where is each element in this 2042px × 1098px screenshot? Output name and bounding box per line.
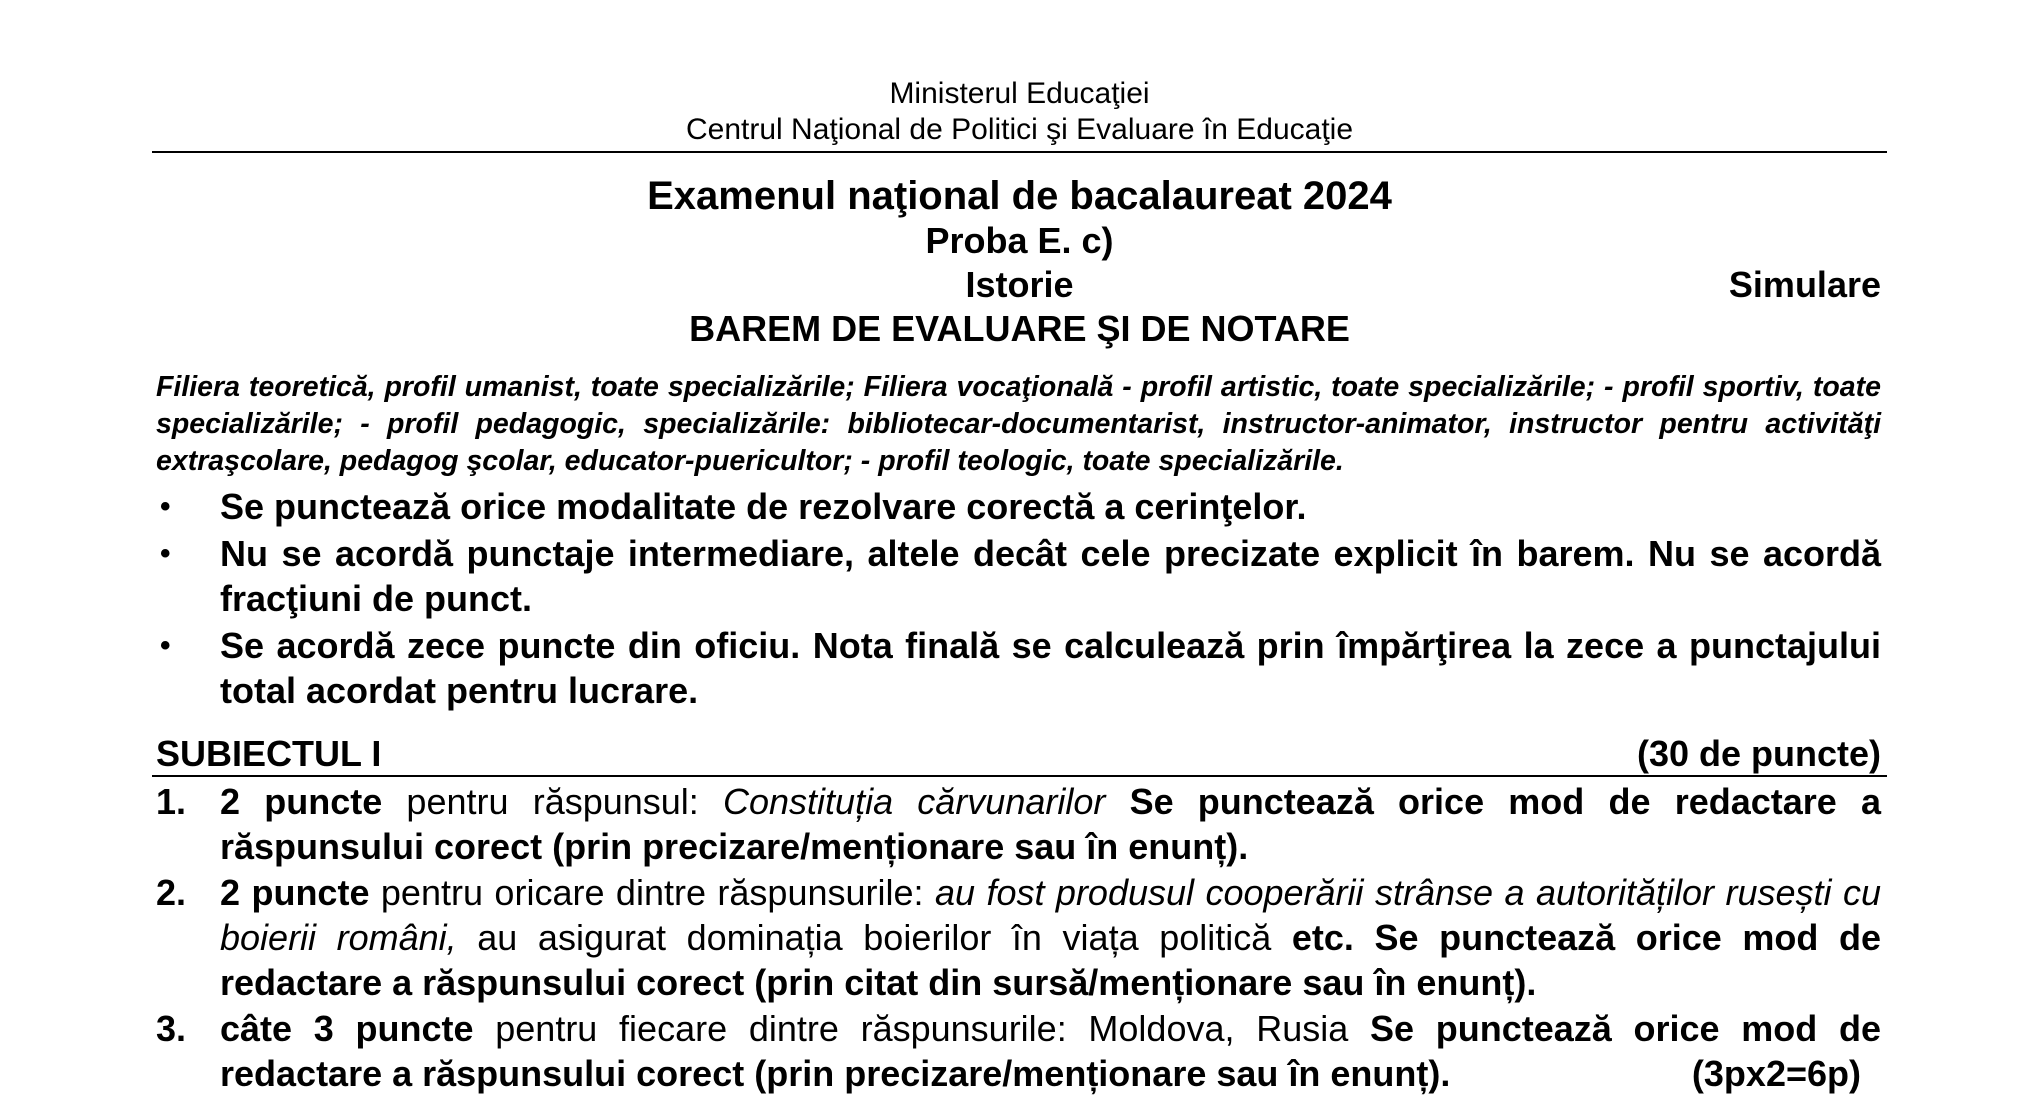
item-note: etc. Se punctează orice mod de redactare a răspunsului corect (prin citat din sursă/menționare sau în enunț). — [220, 917, 1881, 1003]
item-points: câte 3 puncte — [220, 1008, 474, 1049]
bullet-icon: • — [160, 629, 171, 662]
item-score: (3px2=6p) — [1691, 1053, 1861, 1094]
ministry-name: Ministerul Educaţiei — [889, 77, 1150, 110]
instructions-list — [152, 484, 1887, 713]
item-note: Se punctează orice mod de redactare a răspunsului corect (prin precizare/menționare sau în enunț). — [220, 781, 1882, 867]
header-rule — [152, 151, 1887, 153]
item-number: 3. — [156, 1008, 187, 1049]
item-number: 1. — [156, 781, 187, 822]
answer-item: 3. câte 3 puncte pentru fiecare dintre răspunsurile: Moldova, Rusia Se punctează orice mod de redactare a răspunsului corect (prin precizare/menționare sau în enunț). (3px2=6p) — [156, 1008, 1881, 1094]
section-points: (30 de puncte) — [1636, 733, 1881, 774]
section-header — [152, 733, 1887, 777]
instruction-item: • Se acordă zece puncte din oficiu. Nota finală se calculează prin împărţirea la zece a punctajului total acordat pentru lucrare. — [160, 625, 1881, 711]
item-points: 2 puncte — [220, 872, 370, 913]
exam-subject: Istorie — [965, 264, 1074, 305]
item-note: Se punctează orice mod de redactare a răspunsului corect (prin precizare/menționare sau în enunț). — [220, 1008, 1881, 1094]
exam-proba: Proba E. c) — [925, 220, 1114, 261]
item-points: 2 puncte — [220, 781, 383, 822]
exam-session: Simulare — [1728, 264, 1881, 305]
answer-list — [152, 779, 1887, 1096]
filiera-text: Filiera teoretică, profil umanist, toate specializările; Filiera vocaţională - profil artistic, toate specializările; - profil sportiv, toate specializările; - profil pedagogic, specializările: bibliotecar-documentarist, instructor-animator, instructor pentru activităţi extraşcolare, pedagog şcolar, educator-puericultor; - profil teologic, toate specializările. — [156, 371, 1881, 477]
item-answer: au fost produsul cooperării strânse a autorităților rusești cu boierii români, — [220, 872, 1881, 958]
item-answer: Constituția cărvunarilor — [723, 781, 1106, 822]
item-number: 2. — [156, 872, 187, 913]
exam-title: Examenul naţional de bacalaureat 2024 — [647, 174, 1392, 218]
document-page — [152, 76, 1887, 1097]
instruction-item: • Se punctează orice modalitate de rezolvare corectă a cerinţelor. — [160, 486, 1307, 527]
center-name: Centrul Naţional de Politici şi Evaluare în Educaţie — [685, 113, 1354, 146]
subject-row — [152, 263, 1887, 307]
section-title: SUBIECTUL I — [156, 733, 382, 774]
barem-title: BAREM DE EVALUARE ŞI DE NOTARE — [689, 308, 1350, 349]
answer-item: 2. 2 puncte pentru oricare dintre răspunsurile: au fost produsul cooperării strânse a autorităților rusești cu boierii români, au asigurat dominația boierilor în viața politică etc. Se punctează orice mod de redactare a răspunsului corect (prin citat din sursă/menționare sau în enunț). — [156, 872, 1881, 1003]
instruction-item: • Nu se acordă punctaje intermediare, altele decât cele precizate explicit în barem. Nu se acordă fracţiuni de punct. — [160, 533, 1881, 619]
answer-item: 1. 2 puncte pentru răspunsul: Constituția cărvunarilor Se punctează orice mod de redactare a răspunsului corect (prin precizare/menționare sau în enunț). — [156, 781, 1882, 867]
bullet-icon: • — [160, 537, 171, 570]
bullet-icon: • — [160, 490, 171, 523]
